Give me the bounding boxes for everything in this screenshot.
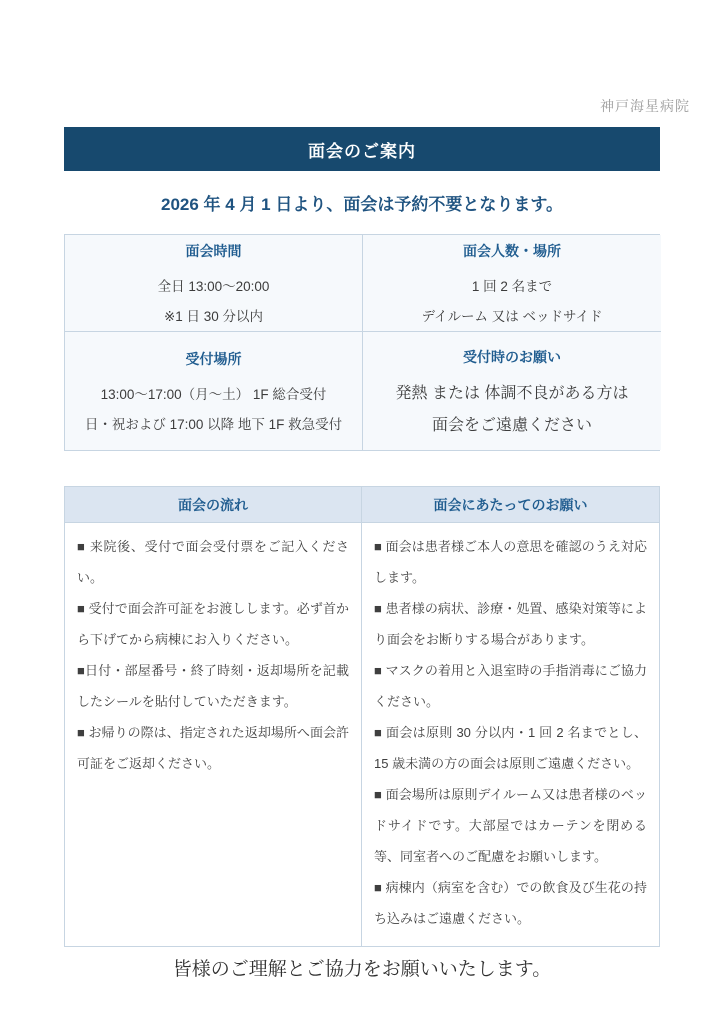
notice-subtitle: 2026 年 4 月 1 日より、面会は予約不要となります。 — [161, 195, 563, 214]
page-title: 面会のご案内 — [308, 141, 416, 161]
detail-header-visit-requests: 面会にあたってのお願い — [433, 496, 588, 513]
visit-detail-table — [64, 486, 660, 947]
info-line: 全日 13:00～20:00 — [157, 279, 270, 294]
info-cell-title: 受付場所 — [185, 351, 242, 367]
title-banner — [64, 127, 660, 171]
detail-table-body — [65, 523, 659, 946]
detail-item: ■ 面会は患者様ご本人の意思を確認のうえ対応します。 — [374, 539, 647, 585]
info-cell-visiting-hours — [65, 235, 363, 332]
hospital-name: 神戸海星病院 — [600, 98, 690, 114]
info-cell-reception-location — [65, 332, 363, 450]
detail-item: ■ 受付で面会許可証をお渡しします。必ず首から下げてから病棟にお入りください。 — [77, 601, 349, 647]
info-cell-reception-request — [363, 332, 661, 450]
info-line: 1 回 2 名まで — [471, 279, 553, 294]
detail-item: ■日付・部屋番号・終了時刻・返却場所を記載したシールを貼付していただきます。 — [77, 663, 349, 709]
detail-header-visit-flow: 面会の流れ — [65, 487, 362, 522]
info-cell-title: 面会人数・場所 — [463, 243, 561, 259]
info-cell-title: 受付時のお願い — [463, 349, 561, 365]
detail-column-visit-requests — [362, 523, 659, 946]
info-line: 面会をご遠慮ください — [431, 417, 592, 434]
detail-item: ■ 面会場所は原則デイルーム又は患者様のベッドサイドです。大部屋ではカーテンを閉める等、同室者へのご配慮をお願いします。 — [374, 787, 647, 864]
info-cell-visitors-location — [363, 235, 661, 332]
detail-item: ■ 患者様の病状、診療・処置、感染対策等により面会をお断りする場合があります。 — [374, 601, 647, 647]
detail-item: ■ マスクの着用と入退室時の手指消毒にご協力ください。 — [374, 663, 647, 709]
detail-table-header-row — [65, 487, 659, 523]
detail-item: ■ 病棟内（病室を含む）での飲食及び生花の持ち込みはご遠慮ください。 — [374, 880, 647, 926]
visit-info-table — [64, 234, 660, 451]
info-line: 日・祝および 17:00 以降 地下 1F 救急受付 — [84, 417, 343, 432]
footer-note: 皆様のご理解とご協力をお願いいたします。 — [172, 959, 552, 980]
detail-item: ■ 来院後、受付で面会受付票をご記入ください。 — [77, 539, 349, 585]
info-line: 発熱 または 体調不良がある方は — [395, 385, 629, 402]
info-line: ※1 日 30 分以内 — [163, 309, 264, 324]
page-content — [64, 127, 660, 981]
info-cell-title: 面会時間 — [185, 243, 242, 259]
detail-column-visit-flow — [65, 523, 362, 946]
info-line: 13:00～17:00（月～土） 1F 総合受付 — [100, 387, 327, 402]
info-line: デイルーム 又は ベッドサイド — [421, 309, 603, 324]
detail-item: ■ 面会は原則 30 分以内・1 回 2 名までとし、15 歳未満の方の面会は原則ご遠慮ください。 — [374, 725, 647, 771]
detail-item: ■ お帰りの際は、指定された返却場所へ面会許可証をご返却ください。 — [77, 725, 349, 771]
